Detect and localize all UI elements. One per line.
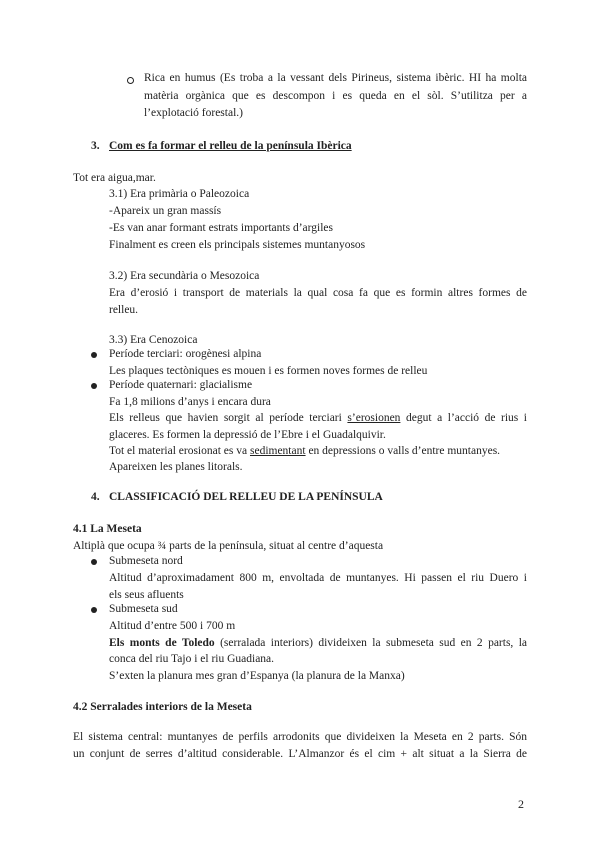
sub2-line-2: un conjunt de serres d’altitud considerable. L’Almanzor és el cim + alt situat a la Sierra de — [73, 748, 527, 760]
sud-line-1: Altitud d’entre 500 i 700 m — [109, 620, 236, 632]
era1-line-1: -Apareix un gran massís — [109, 205, 222, 217]
nord-line-1: Altitud d’aproximadament 800 m, envoltada de muntanyes. Hi passen el riu Duero i — [109, 572, 527, 584]
line2-post: degut a l’acció de rius i — [405, 412, 528, 424]
circle-bullet-icon — [127, 77, 134, 84]
bullet-icon — [91, 559, 97, 565]
section3-number: 3. — [91, 140, 100, 152]
bullet-icon — [91, 383, 97, 389]
sub2-title: 4.2 Serralades interiors de la Meseta — [73, 701, 252, 713]
era3-bullet1-text: Les plaques tectòniques es mouen i es formen noves formes de relleu — [109, 365, 428, 377]
era1-title: 3.1) Era primària o Paleozoica — [109, 188, 250, 200]
underlined-term: s’erosionen — [347, 412, 401, 424]
nord-line-2: els seus afluents — [109, 589, 184, 601]
era2-title: 3.2) Era secundària o Mesozoica — [109, 270, 260, 282]
section4-title: CLASSIFICACIÓ DEL RELLEU DE LA PENÍNSULA — [109, 491, 383, 503]
era2-line-2: relleu. — [109, 304, 139, 316]
sud-label: Submeseta sud — [109, 603, 178, 615]
era3-bullet2-line-2 — [109, 410, 527, 427]
era3-bullet2-line-4 — [109, 443, 500, 460]
nord-label: Submeseta nord — [109, 555, 183, 567]
bullet-icon — [91, 352, 97, 358]
top-item-line-2: matèria orgànica que es descompon i es queda en el sòl. S’utilitza per a — [144, 90, 527, 102]
sud-line-3: conca del riu Tajo i el riu Guadiana. — [109, 653, 275, 665]
sud-line-2 — [109, 635, 527, 652]
bullet-icon — [91, 607, 97, 613]
era1-line-3: Finalment es creen els principals sistemes muntanyosos — [109, 239, 366, 251]
section3-intro: Tot era aigua,mar. — [73, 172, 156, 184]
sub1-title: 4.1 La Meseta — [73, 523, 142, 535]
era3-title: 3.3) Era Cenozoica — [109, 334, 198, 346]
sud-line-4: S’exten la planura mes gran d’Espanya (la planura de la Manxa) — [109, 670, 405, 682]
bold-term: Els monts de Toledo — [109, 637, 215, 649]
era3-bullet2-line-1: Fa 1,8 milions d’anys i encara dura — [109, 396, 271, 408]
era3-bullet2-line-3: glaceres. Es formen la depressió de l’Ebre i el Guadalquivir. — [109, 429, 386, 441]
era3-bullet2-label: Període quaternari: glacialisme — [109, 379, 253, 391]
era2-line-1: Era d’erosió i transport de materials la qual cosa fa que es formin altres formes de — [109, 287, 527, 299]
top-item-line-1: Rica en humus (Es troba a la vessant dels Pirineus, sistema ibèric. HI ha molta — [144, 72, 527, 84]
line2-rest: (serralada interiors) divideixen la submeseta sud en 2 parts, la — [220, 637, 527, 649]
sub1-intro: Altiplà que ocupa ¾ parts de la península, situat al centre d’aquesta — [73, 540, 384, 552]
era3-bullet1-label: Període terciari: orogènesi alpina — [109, 348, 262, 360]
section3-title: Com es fa formar el relleu de la península Ibèrica — [109, 140, 352, 152]
sub2-line-1: El sistema central: muntanyes de perfils arrodonits que divideixen la Meseta en 2 parts. Són — [73, 731, 527, 743]
top-item-line-3: l’explotació forestal.) — [144, 107, 243, 119]
line2-pre: Els relleus que havien sorgit al període terciari — [109, 412, 342, 424]
page-number: 2 — [518, 797, 524, 811]
section4-number: 4. — [91, 491, 100, 503]
underlined-term: sedimentant — [249, 445, 306, 457]
era3-bullet2-line-5: Apareixen les planes litorals. — [109, 461, 243, 473]
line4-pre: Tot el material erosionat es va — [109, 445, 248, 457]
era1-line-2: -Es van anar formant estrats importants d’argiles — [109, 222, 333, 234]
line4-post: en depressions o valls d’entre muntanyes. — [308, 445, 501, 457]
